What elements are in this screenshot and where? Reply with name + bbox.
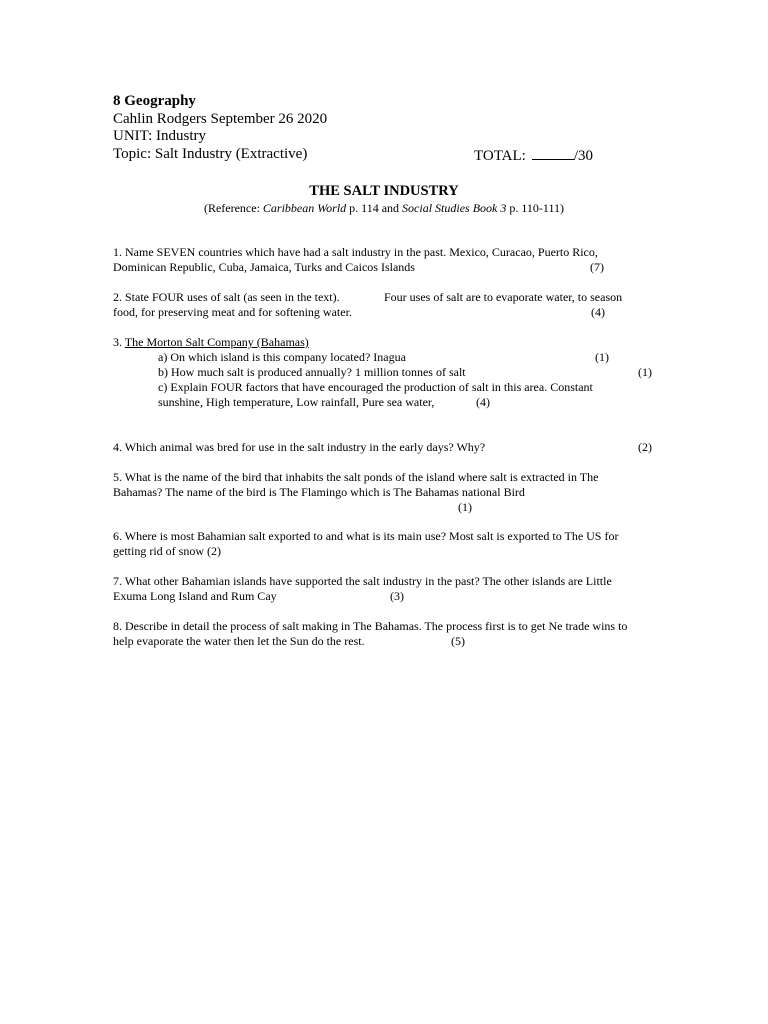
question-6 — [113, 529, 658, 559]
question-3-heading-line — [113, 335, 658, 350]
question-2-line-2 — [113, 305, 658, 320]
question-3c-answer: sunshine, High temperature, Low rainfall, Pure sea water, — [158, 395, 435, 409]
question-8-marks: (5) — [451, 634, 465, 648]
student-name-date: Cahlin Rodgers September 26 2020 — [113, 110, 328, 127]
total-blank — [532, 146, 574, 160]
question-7-marks: (3) — [390, 589, 404, 603]
question-6-line-1: 6. Where is most Bahamian salt exported to and what is its main use? Most salt is exported to The US for — [113, 529, 619, 543]
reference-mid: p. 114 and — [346, 201, 403, 215]
question-3a — [113, 350, 658, 365]
question-8-line-1: 8. Describe in detail the process of salt making in The Bahamas. The process first is to get Ne trade wins to — [113, 619, 628, 633]
question-3b-marks: (1) — [638, 365, 652, 379]
question-1-line-2 — [113, 260, 658, 275]
question-4-line-1 — [113, 440, 658, 455]
question-7-answer-end: Exuma Long Island and Rum Cay — [113, 589, 277, 603]
question-5-line-2: Bahamas? The name of the bird is The Flamingo which is The Bahamas national Bird — [113, 485, 525, 499]
question-5 — [113, 470, 658, 515]
question-8 — [113, 619, 658, 649]
question-3-number: 3. — [113, 335, 125, 349]
question-7-line-2 — [113, 589, 658, 604]
question-3c-line-2 — [113, 395, 658, 410]
question-4-text: 4. Which animal was bred for use in the salt industry in the early days? Why? — [113, 440, 486, 454]
question-3a-marks: (1) — [595, 350, 609, 364]
question-7-line-1: 7. What other Bahamian islands have supported the salt industry in the past? The other islands are Little — [113, 574, 612, 588]
question-3b-text: b) How much salt is produced annually? 1 million tonnes of salt — [158, 365, 466, 379]
total-value: /30 — [573, 147, 594, 164]
reference-book-2: Social Studies Book 3 — [402, 201, 507, 215]
question-5-line-1: 5. What is the name of the bird that inhabits the salt ponds of the island where salt is extracted in The — [113, 470, 599, 484]
question-3a-text: a) On which island is this company located? Inagua — [158, 350, 406, 364]
question-3-heading: The Morton Salt Company (Bahamas) — [124, 335, 309, 349]
question-8-line-2 — [113, 634, 658, 649]
reference-prefix: (Reference: — [203, 201, 263, 215]
reference-line — [0, 201, 768, 216]
question-2-prompt: 2. State FOUR uses of salt (as seen in the text). — [113, 290, 340, 304]
total-score — [474, 146, 593, 166]
question-6-line-2: getting rid of snow (2) — [113, 544, 221, 558]
question-7 — [113, 574, 658, 604]
worksheet-header — [113, 93, 653, 163]
question-3c-line-1: c) Explain FOUR factors that have encouraged the production of salt in this area. Constant — [158, 380, 593, 394]
question-2-marks: (4) — [591, 305, 605, 319]
question-4 — [113, 440, 658, 455]
question-1-answer: Dominican Republic, Cuba, Jamaica, Turks and Caicos Islands — [113, 260, 415, 274]
reference-book-1: Caribbean World — [262, 201, 347, 215]
question-3c-marks: (4) — [476, 395, 490, 409]
question-5-line-3 — [113, 500, 658, 515]
question-8-answer-end: help evaporate the water then let the Sun do the rest. — [113, 634, 365, 648]
question-2 — [113, 290, 658, 320]
question-5-marks: (1) — [458, 500, 472, 514]
reference-suffix: p. 110-111) — [506, 201, 565, 215]
question-2-answer-end: food, for preserving meat and for softening water. — [113, 305, 352, 319]
question-2-line-1 — [113, 290, 658, 305]
unit-label: UNIT: Industry — [113, 128, 206, 144]
question-1-marks: (7) — [590, 260, 604, 274]
total-label: TOTAL: — [474, 147, 526, 164]
topic-label: Topic: Salt Industry (Extractive) — [113, 145, 308, 162]
question-1 — [113, 245, 658, 275]
question-4-marks: (2) — [638, 440, 652, 454]
question-2-answer-start: Four uses of salt are to evaporate water, to season — [384, 290, 623, 304]
question-3 — [113, 335, 658, 410]
subject-title: 8 Geography — [113, 93, 196, 109]
question-3b — [113, 365, 658, 380]
page-title: THE SALT INDUSTRY — [309, 183, 459, 199]
topic-row — [113, 146, 653, 164]
question-1-line-1: 1. Name SEVEN countries which have had a salt industry in the past. Mexico, Curacao, Puerto Rico, — [113, 245, 598, 259]
